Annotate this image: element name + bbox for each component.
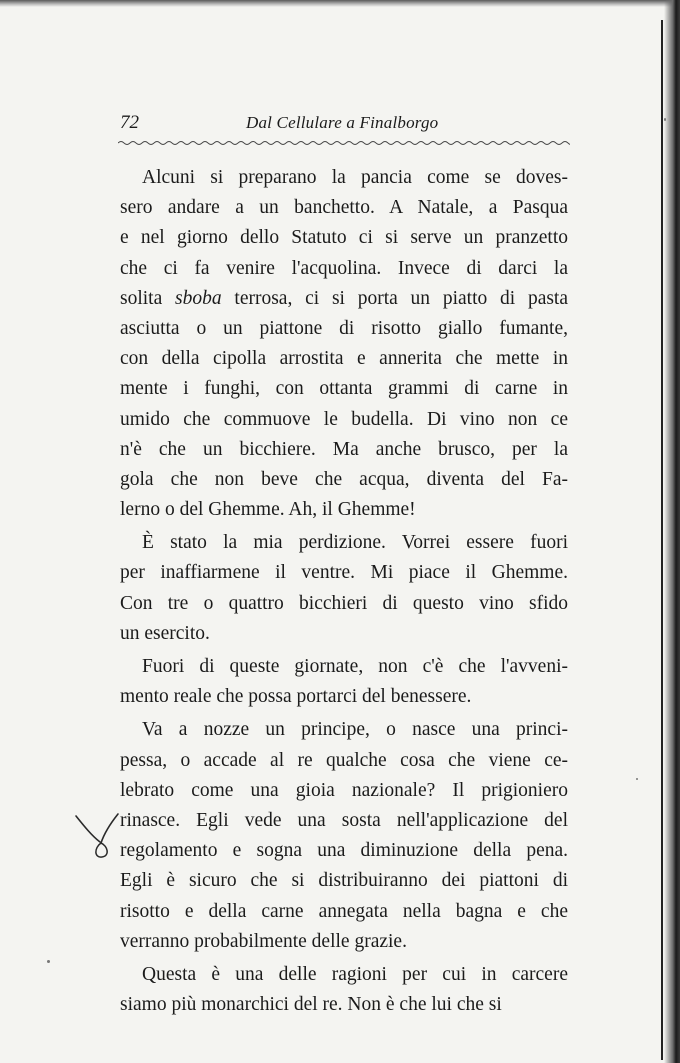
text-line: siamo più monarchici del re. Non è che lui che si [120,994,502,1016]
text-line: È stato la mia perdizione. Vorrei essere fuori [142,532,568,554]
text-line: Egli è sicuro che si distribuiranno dei piattoni di [120,870,568,892]
text-line: risotto e della carne annegata nella bagna e che [120,900,568,922]
text-line: n'è che un bicchiere. Ma anche brusco, per la [120,438,568,460]
paragraph [120,163,568,525]
handwritten-margin-mark [74,812,120,860]
binding-edge-line [661,20,663,1060]
text-line: mente i funghi, con ottanta grammi di carne in [120,378,568,400]
paragraph [120,528,568,649]
running-head: Dal Cellulare a Finalborgo [246,113,439,132]
paragraph [120,652,568,712]
italic-word: sboba [175,287,222,309]
paragraph [120,715,568,957]
text-line: Alcuni si preparano la pancia come se doves- [142,167,568,188]
page-top-shadow [0,0,680,7]
body-text [120,163,568,1020]
text-line: Va a nozze un principe, o nasce una princi- [142,719,568,741]
text-line: mento reale che possa portarci del benessere. [120,686,472,708]
book-spine-shadow [664,0,680,1063]
text-line: verranno probabilmente delle grazie. [120,930,407,952]
text-line: asciutta o un piattone di risotto giallo fumante, [120,317,568,339]
text-line: sero andare a un banchetto. A Natale, a Pasqua [120,197,568,219]
paper-speck [636,778,638,780]
paper-speck [47,960,50,963]
paper-speck [664,118,666,121]
text-line: lebrato come una gioia nazionale? Il prigioniero [120,779,568,801]
text-line: gola che non beve che acqua, diventa del Fa- [120,468,568,490]
text-line: lerno o del Ghemme. Ah, il Ghemme! [120,499,416,521]
text-line: un esercito. [120,622,210,644]
text-line: e nel giorno dello Statuto ci si serve un pranzetto [120,227,568,249]
text-line: pessa, o accade al re qualche cosa che viene ce- [120,749,568,771]
page-number: 72 [120,112,139,133]
text-line: Fuori di queste giornate, non c'è che l'avveni- [142,656,568,677]
text-line: con della cipolla arrostita e annerita che mette in [120,348,568,370]
text-line: umido che commuove le budella. Di vino non ce [120,408,568,430]
text-line: per inaffiarmene il ventre. Mi piace il Ghemme. [120,562,568,584]
text-line: che ci fa venire l'acquolina. Invece di darci la [120,257,568,279]
text-line: Con tre o quattro bicchieri di questo vino sfido [120,592,568,614]
text-line: Questa è una delle ragioni per cui in carcere [142,963,568,985]
text-line: rinasce. Egli vede una sosta nell'applicazione del [120,809,568,831]
text-line: regolamento e sogna una diminuzione della pena. [120,840,568,862]
text-line: solita sboba terrosa, ci si porta un piatto di pasta [120,287,568,309]
paragraph [120,960,568,1020]
page-header [120,112,570,138]
wavy-rule-ornament [118,139,570,147]
